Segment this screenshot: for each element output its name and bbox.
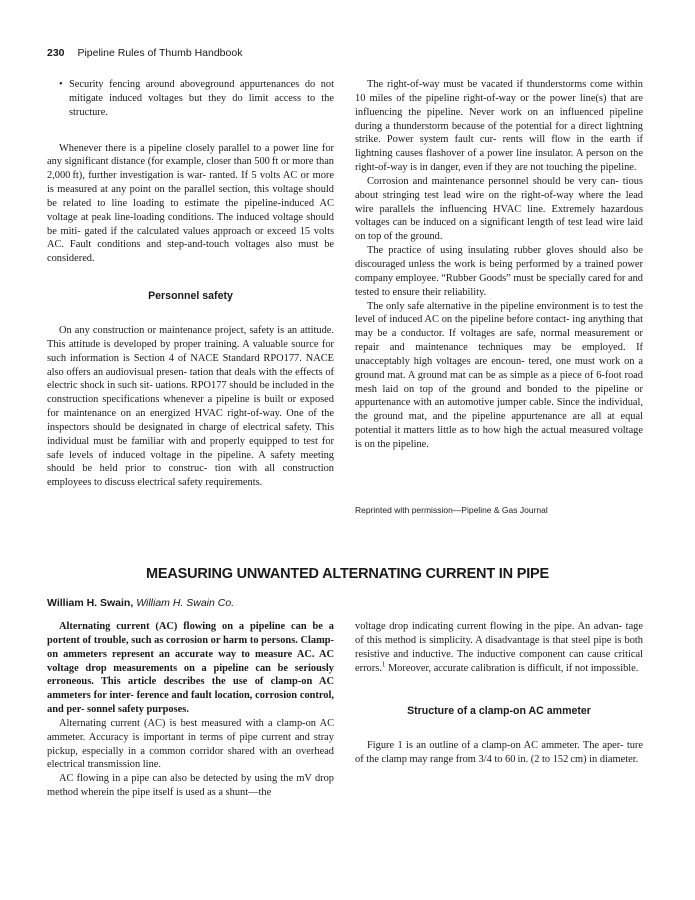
section-heading-personnel-safety: Personnel safety [148, 290, 233, 303]
paragraph [355, 620, 643, 675]
paragraph: On any construction or maintenance project, safety is an attitude. This attitude is developed by proper training. A valuable source for such information is Section 4 of NACE Standard RPO177. NACE also offers an audiovisual presen- tation that deals with the effects of electric shock in such sit- uations. RPO177 should be included in the construction specifications whenever a pipeline is built or exposed for maintenance on an energized HVAC right-of-way. One of the inspectors should be designated in charge of electrical safety. This individual must be familiar with and properly equipped to test for safe levels of induced voltage in the pipeline. A safety meeting should be held prior to construc- tion with all construction employees to discuss electrical safety requirements. [47, 324, 334, 489]
reference-marker: 1 [381, 660, 386, 669]
paragraph: AC flowing in a pipe can also be detected by using the mV drop method wherein the pipe itself is used as a shunt—the [47, 773, 334, 799]
bottom-left-column [47, 620, 334, 800]
author-affiliation: William H. Swain Co. [136, 597, 235, 609]
byline [47, 597, 234, 609]
paragraph-text: voltage drop indicating current flowing in the pipe. An advan- tage of this method is simplicity. A disadvantage is that steel pipe is both resistive and inductive. The inductive component can cause critical errors. [355, 621, 643, 674]
paragraph: The right-of-way must be vacated if thunderstorms come within 10 miles of the pipeline right-of-way or the power line(s) that are influencing the pipeline. Never work on an influenced pipeline during a thunderstorm because of the potential for a direct lightning strike. Power system fault cur- rents will flow in the earth if lightning causes flashover of a power line insulator. A person on the right-of-way is in danger, even if they are not touching the pipeline. [355, 79, 643, 174]
paragraph: The only safe alternative in the pipeline environment is to test the level of induced AC on the pipeline before contact- ing anything that may be a conductor. If voltages are safe, normal measurement or repair and maintenance techniques may be employed. If unacceptably high voltages are encoun- tered, one must work on a ground mat. A ground mat can be as simple as a piece of 6-foot road mesh laid on top of the ground and bonded to the pipeline or appurtenance with an automotive jumper cable. Since the individual, the ground mat, and the pipeline appurtenance are all at equal potential it matters little as to how high the actual measured voltage is on the pipeline. [355, 300, 643, 450]
paragraph: Alternating current (AC) is best measured with a clamp-on AC ammeter. Accuracy is important in terms of pipe current and stray pickup, especially in a common corridor shared with an overhead electrical transmission line. [47, 717, 334, 771]
page-number: 230 [47, 47, 65, 59]
bullet-icon: • [59, 79, 63, 90]
paragraph: Corrosion and maintenance personnel should be very can- tious about stringing test lead wire on the right-of-way where the lead wire parallels the influencing HVAC line. Extremely hazardous voltages can be induced on a significant length of test lead wire laid on top of the ground. [355, 175, 643, 243]
paragraph: The practice of using insulating rubber gloves should also be discouraged unless the work is being performed by a trained power company employee. “Rubber Goods” must be specially cared for and tested to ensure their reliability. [355, 245, 643, 298]
top-left-column [47, 78, 334, 490]
bullet-item [47, 78, 334, 120]
paragraph-text: Moreover, accurate calibration is difficult, if not impossible. [385, 662, 639, 674]
bullet-text: Security fencing around aboveground appurtenances do not mitigate induced voltages but they do limit access to the structure. [69, 79, 334, 118]
bottom-right-column [355, 620, 643, 767]
top-right-column [355, 78, 643, 452]
author-name: William H. Swain, [47, 597, 134, 609]
article-title: MEASURING UNWANTED ALTERNATING CURRENT IN PIPE [146, 566, 549, 582]
section-heading-structure: Structure of a clamp-on AC ammeter [407, 705, 591, 718]
reprint-credit: Reprinted with permission—Pipeline & Gas Journal [355, 505, 548, 515]
running-header [47, 47, 242, 59]
abstract: Alternating current (AC) flowing on a pipeline can be a portent of trouble, such as corrosion or harm to persons. Clamp-on ammeters represent an accurate way to measure AC. AC voltage drop measurements on a pipeline can be seriously erroneous. This article describes the use of clamp-on AC ammeters for inter- ference and fault location, corrosion control, and per- sonnel safety purposes. [47, 621, 334, 716]
paragraph: Whenever there is a pipeline closely parallel to a power line for any significant distance (for example, closer than 500 ft or more than 2,000 ft), further investigation is war- ranted. If 5 volts AC or more is measured at any point on the parallel section, this voltage should be related to line loading to estimate the pipeline-induced AC voltage at peak line-loading conditions. The induced voltage should be miti- gated if the calculated values approach or exceed 15 volts AC. Fault conditions and step-and-touch voltages also must be considered. [47, 142, 334, 265]
running-title: Pipeline Rules of Thumb Handbook [77, 47, 243, 59]
paragraph: Figure 1 is an outline of a clamp-on AC ammeter. The aper- ture of the clamp may range from 3/4 to 60 in. (2 to 152 cm) in diameter. [355, 740, 643, 766]
